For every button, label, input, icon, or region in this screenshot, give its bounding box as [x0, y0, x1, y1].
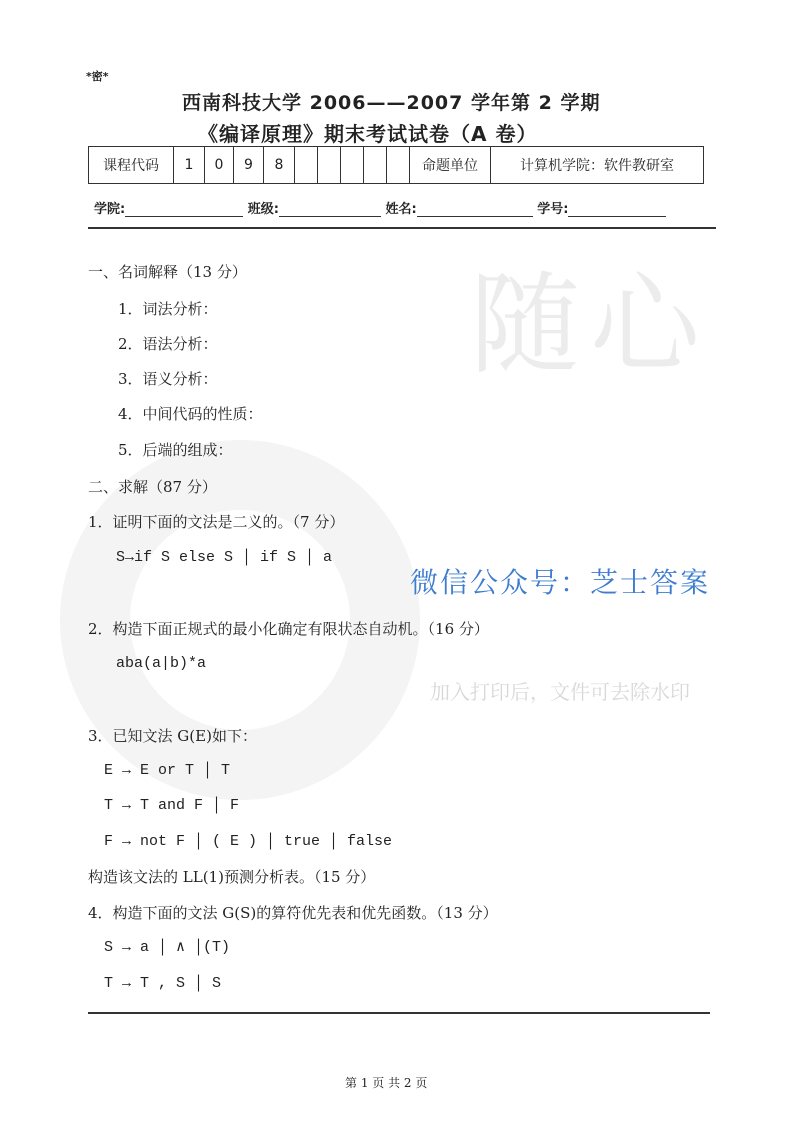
question-3-task: 构造该文法的 LL(1)预测分析表。（15 分）: [88, 868, 376, 886]
term-item: 1．词法分析：: [118, 300, 218, 318]
name-field[interactable]: [417, 202, 533, 217]
term-item: 2．语法分析：: [118, 335, 218, 353]
page-number: 第 1 页 共 2 页: [345, 1076, 428, 1090]
secret-mark: *密*: [86, 70, 109, 83]
name-label: 姓名:: [385, 202, 417, 217]
student-info-row: [94, 198, 666, 217]
term-item: 5．后端的组成：: [118, 441, 233, 459]
bottom-divider: [88, 1012, 710, 1014]
term-item: 4．中间代码的性质：: [118, 405, 263, 423]
grammar-rule: F → not F │ ( E ) │ true │ false: [104, 833, 393, 850]
grammar-rule: T → T and F │ F: [104, 797, 240, 814]
grammar-rule: S → a │ ∧ │(T): [104, 939, 231, 956]
term-item: 3．语义分析：: [118, 370, 218, 388]
grammar-rule: T → T , S │ S: [104, 975, 222, 992]
student-id-field[interactable]: [568, 202, 666, 217]
exam-title-line2: 《编译原理》期末考试试卷（A 卷）: [198, 122, 538, 146]
student-id-label: 学号:: [537, 202, 569, 217]
section1-heading: 一、名词解释（13 分）: [88, 263, 247, 281]
class-label: 班级:: [247, 202, 279, 217]
class-field[interactable]: [279, 202, 381, 217]
header-divider: [88, 227, 716, 229]
unit-value: 计算机学院：软件教研室: [491, 147, 704, 184]
watermark-blue-text: 微信公众号：芝士答案: [410, 566, 711, 599]
watermark-logo-text: 随心: [470, 261, 710, 389]
grammar-rule: E → E or T │ T: [104, 762, 231, 779]
course-code-digit: [318, 147, 341, 184]
course-code-digit: [387, 147, 410, 184]
course-code-digit: 0: [205, 147, 234, 184]
college-field[interactable]: [125, 202, 243, 217]
course-code-digit: [295, 147, 318, 184]
section2-heading: 二、求解（87 分）: [88, 478, 217, 496]
question-4: 4．构造下面的文法 G(S)的算符优先表和优先函数。（13 分）: [88, 904, 498, 922]
question-2: 2．构造下面正规式的最小化确定有限状态自动机。（16 分）: [88, 620, 489, 638]
course-code-digit: 8: [264, 147, 295, 184]
course-code-digit: [364, 147, 387, 184]
question-1-grammar: S→if S else S │ if S │ a: [116, 549, 333, 566]
watermark-gray-text: 加入打印后，文件可去除水印: [430, 680, 690, 704]
question-2-regex: aba(a|b)*a: [116, 655, 207, 672]
course-code-digit: 9: [234, 147, 264, 184]
question-1: 1．证明下面的文法是二义的。（7 分）: [88, 513, 345, 531]
college-label: 学院:: [94, 202, 126, 217]
course-info-table: [88, 146, 704, 184]
course-code-digit: [341, 147, 364, 184]
course-code-digit: 1: [174, 147, 205, 184]
unit-label: 命题单位: [410, 147, 491, 184]
exam-title-line1: 西南科技大学 2006——2007 学年第 2 学期: [182, 92, 601, 114]
course-code-label: 课程代码: [89, 147, 174, 184]
question-3: 3．已知文法 G(E)如下：: [88, 727, 257, 745]
